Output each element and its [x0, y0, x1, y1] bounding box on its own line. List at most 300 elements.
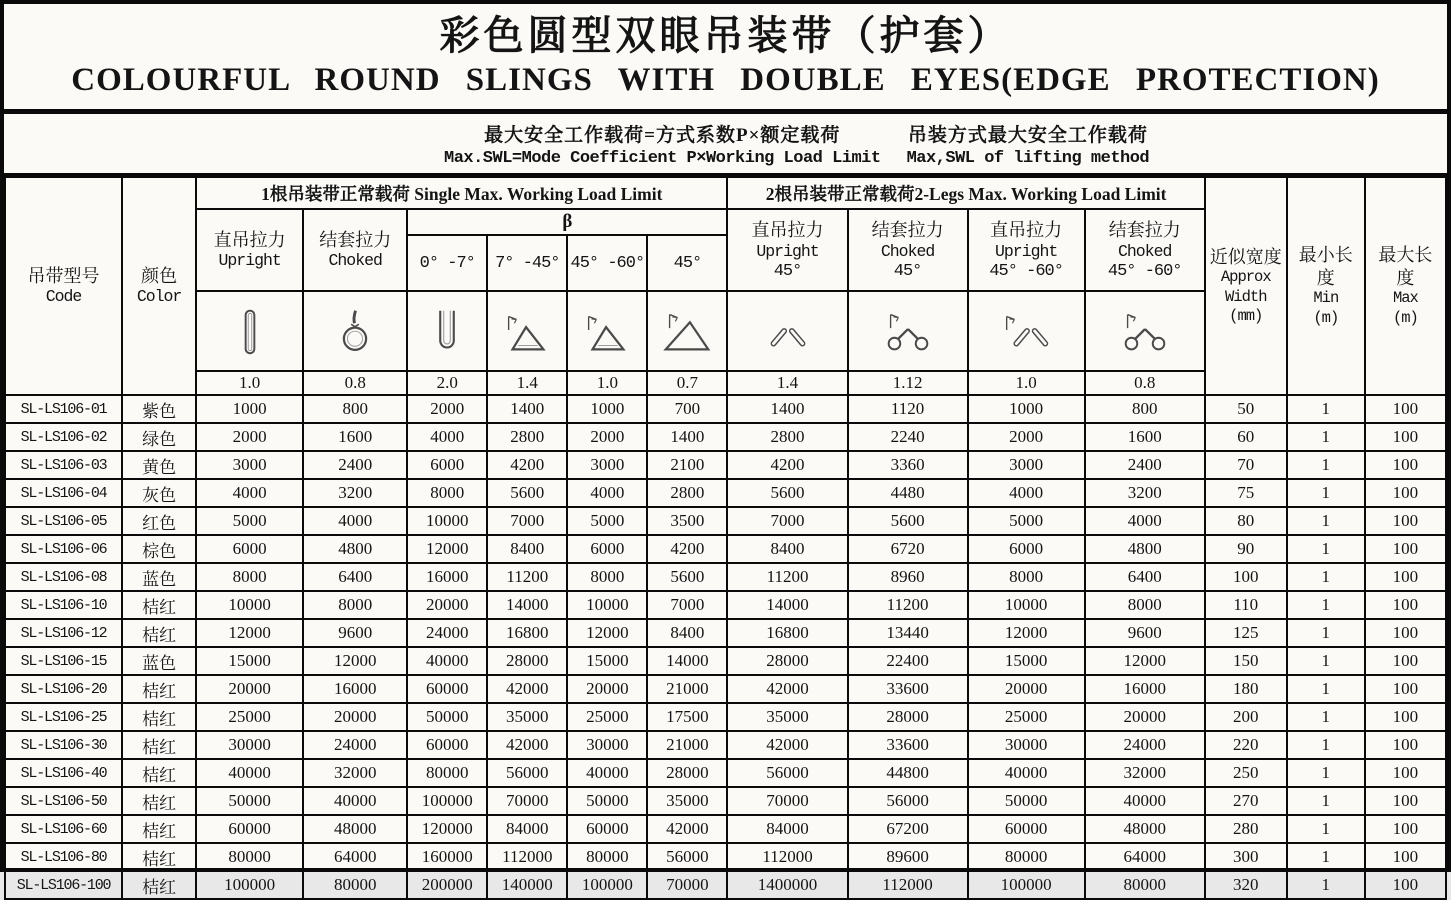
value-cell: 2800 — [727, 423, 847, 451]
value-cell: 100 — [1205, 563, 1287, 591]
code-cell: SL-LS106-40 — [5, 759, 122, 787]
value-cell: 21000 — [647, 675, 727, 703]
header-min-length-unit: (m) — [1313, 308, 1339, 327]
header-color — [122, 177, 196, 395]
value-cell: 220 — [1205, 731, 1287, 759]
value-cell: 4000 — [407, 423, 487, 451]
color-cell: 桔红 — [122, 759, 196, 787]
header-2legs-upright-45-angle: 45° — [773, 261, 802, 281]
table-row — [5, 675, 1446, 703]
table-row — [5, 507, 1446, 535]
value-cell: 30000 — [196, 731, 303, 759]
value-cell: 40000 — [407, 647, 487, 675]
value-cell: 60000 — [407, 731, 487, 759]
value-cell: 16800 — [487, 619, 567, 647]
header-2legs-choked-45-angle: 45° — [893, 261, 922, 281]
value-cell: 100 — [1365, 395, 1446, 423]
value-cell: 8000 — [303, 591, 407, 619]
value-cell: 13440 — [848, 619, 968, 647]
value-cell: 4480 — [848, 479, 968, 507]
value-cell: 1400 — [647, 423, 727, 451]
value-cell: 40000 — [1085, 787, 1205, 815]
value-cell: 8400 — [727, 535, 847, 563]
value-cell: 6000 — [407, 451, 487, 479]
value-cell: 4000 — [567, 479, 647, 507]
value-cell: 3500 — [647, 507, 727, 535]
coefficient-cell: 0.8 — [303, 371, 407, 395]
value-cell: 8400 — [487, 535, 567, 563]
value-cell: 100 — [1365, 871, 1446, 899]
value-cell: 1 — [1287, 563, 1365, 591]
coefficient-cell: 1.4 — [487, 371, 567, 395]
header-2legs-choked-45-60 — [1085, 209, 1205, 291]
value-cell: 10000 — [968, 591, 1085, 619]
value-cell: 80000 — [407, 759, 487, 787]
table-row — [5, 563, 1446, 591]
value-cell: 1 — [1287, 675, 1365, 703]
value-cell: 50000 — [407, 703, 487, 731]
color-cell: 蓝色 — [122, 563, 196, 591]
value-cell: 80000 — [1085, 871, 1205, 899]
value-cell: 35000 — [727, 703, 847, 731]
value-cell: 1 — [1287, 815, 1365, 843]
header-single-choked — [303, 209, 407, 291]
value-cell: 42000 — [487, 731, 567, 759]
value-cell: 1000 — [567, 395, 647, 423]
value-cell: 100000 — [567, 871, 647, 899]
value-cell: 8400 — [647, 619, 727, 647]
value-cell: 9600 — [1085, 619, 1205, 647]
color-cell: 红色 — [122, 507, 196, 535]
header-beta: β — [407, 209, 727, 235]
value-cell: 75 — [1205, 479, 1287, 507]
coefficient-cell: 1.0 — [968, 371, 1085, 395]
value-cell: 8000 — [968, 563, 1085, 591]
value-cell: 64000 — [1085, 843, 1205, 871]
value-cell: 1 — [1287, 731, 1365, 759]
value-cell: 1 — [1287, 787, 1365, 815]
value-cell: 100 — [1365, 731, 1446, 759]
value-cell: 3200 — [1085, 479, 1205, 507]
value-cell: 5000 — [567, 507, 647, 535]
header-color-en: Color — [136, 287, 182, 307]
value-cell: 100 — [1365, 843, 1446, 871]
table-row — [5, 787, 1446, 815]
color-cell: 桔红 — [122, 675, 196, 703]
value-cell: 70000 — [647, 871, 727, 899]
value-cell: 320 — [1205, 871, 1287, 899]
value-cell: 24000 — [303, 731, 407, 759]
header-2legs-upright-45-60-en: Upright — [994, 241, 1058, 261]
value-cell: 24000 — [407, 619, 487, 647]
value-cell: 42000 — [647, 815, 727, 843]
header-min-length-zh1: 最小长 — [1298, 245, 1353, 266]
value-cell: 56000 — [487, 759, 567, 787]
value-cell: 100 — [1365, 647, 1446, 675]
value-cell: 7000 — [487, 507, 567, 535]
value-cell: 1 — [1287, 535, 1365, 563]
value-cell: 50000 — [968, 787, 1085, 815]
value-cell: 5600 — [487, 479, 567, 507]
code-cell: SL-LS106-06 — [5, 535, 122, 563]
coefficient-cell: 2.0 — [407, 371, 487, 395]
value-cell: 100 — [1365, 591, 1446, 619]
code-cell: SL-LS106-80 — [5, 843, 122, 871]
value-cell: 4800 — [1085, 535, 1205, 563]
table-row — [5, 647, 1446, 675]
value-cell: 11200 — [848, 591, 968, 619]
value-cell: 10000 — [567, 591, 647, 619]
code-cell: SL-LS106-25 — [5, 703, 122, 731]
value-cell: 60000 — [407, 675, 487, 703]
value-cell: 1 — [1287, 703, 1365, 731]
value-cell: 50000 — [567, 787, 647, 815]
value-cell: 1400 — [727, 395, 847, 423]
value-cell: 8000 — [1085, 591, 1205, 619]
table-row — [5, 815, 1446, 843]
value-cell: 42000 — [727, 675, 847, 703]
value-cell: 1600 — [303, 423, 407, 451]
value-cell: 15000 — [567, 647, 647, 675]
header-approx-width — [1205, 177, 1287, 395]
table-row — [5, 843, 1446, 871]
value-cell: 1 — [1287, 479, 1365, 507]
value-cell: 3200 — [303, 479, 407, 507]
code-cell: SL-LS106-60 — [5, 815, 122, 843]
value-cell: 16000 — [303, 675, 407, 703]
value-cell: 12000 — [196, 619, 303, 647]
value-cell: 14000 — [727, 591, 847, 619]
header-single-choked-zh: 结套拉力 — [319, 229, 392, 250]
header-min-length-zh2: 度 — [1316, 267, 1335, 288]
value-cell: 3000 — [567, 451, 647, 479]
value-cell: 50 — [1205, 395, 1287, 423]
table-row — [5, 395, 1446, 423]
value-cell: 1400 — [487, 395, 567, 423]
value-cell: 100000 — [407, 787, 487, 815]
value-cell: 5000 — [196, 507, 303, 535]
value-cell: 25000 — [968, 703, 1085, 731]
color-cell: 紫色 — [122, 395, 196, 423]
color-cell: 桔红 — [122, 731, 196, 759]
value-cell: 110 — [1205, 591, 1287, 619]
value-cell: 100 — [1365, 451, 1446, 479]
value-cell: 28000 — [848, 703, 968, 731]
header-single-group: 1根吊装带正常载荷 Single Max. Working Load Limit — [196, 177, 727, 209]
value-cell: 10000 — [196, 591, 303, 619]
header-beta-angle-45-60: 45° -60° — [567, 235, 647, 291]
value-cell: 100 — [1365, 703, 1446, 731]
value-cell: 80000 — [303, 871, 407, 899]
value-cell: 2240 — [848, 423, 968, 451]
code-cell: SL-LS106-02 — [5, 423, 122, 451]
value-cell: 280 — [1205, 815, 1287, 843]
value-cell: 56000 — [647, 843, 727, 871]
formula-right-zh: 吊装方式最大安全工作载荷 — [907, 124, 1148, 146]
value-cell: 1000 — [968, 395, 1085, 423]
value-cell: 20000 — [968, 675, 1085, 703]
value-cell: 21000 — [647, 731, 727, 759]
header-2legs-choked-45-60-zh: 结套拉力 — [1108, 220, 1181, 241]
value-cell: 4000 — [303, 507, 407, 535]
value-cell: 40000 — [196, 759, 303, 787]
value-cell: 9600 — [303, 619, 407, 647]
value-cell: 48000 — [303, 815, 407, 843]
value-cell: 70 — [1205, 451, 1287, 479]
table-row — [5, 423, 1446, 451]
code-cell: SL-LS106-10 — [5, 591, 122, 619]
value-cell: 112000 — [727, 843, 847, 871]
value-cell: 1600 — [1085, 423, 1205, 451]
code-cell: SL-LS106-50 — [5, 787, 122, 815]
value-cell: 25000 — [196, 703, 303, 731]
value-cell: 11200 — [487, 563, 567, 591]
coefficient-cell: 1.0 — [196, 371, 303, 395]
table-row — [5, 871, 1446, 899]
value-cell: 60000 — [196, 815, 303, 843]
formula-left-zh: 最大安全工作载荷=方式系数P×额定载荷 — [484, 124, 841, 146]
value-cell: 2000 — [567, 423, 647, 451]
value-cell: 80000 — [567, 843, 647, 871]
value-cell: 250 — [1205, 759, 1287, 787]
value-cell: 12000 — [407, 535, 487, 563]
value-cell: 15000 — [968, 647, 1085, 675]
value-cell: 150 — [1205, 647, 1287, 675]
value-cell: 12000 — [303, 647, 407, 675]
value-cell: 33600 — [848, 675, 968, 703]
value-cell: 120000 — [407, 815, 487, 843]
value-cell: 67200 — [848, 815, 968, 843]
table-row — [5, 703, 1446, 731]
value-cell: 40000 — [968, 759, 1085, 787]
value-cell: 32000 — [1085, 759, 1205, 787]
value-cell: 12000 — [1085, 647, 1205, 675]
vertical-sling-icon — [196, 291, 303, 371]
header-single-upright — [196, 209, 303, 291]
value-cell: 4800 — [303, 535, 407, 563]
color-cell: 桔红 — [122, 619, 196, 647]
value-cell: 20000 — [196, 675, 303, 703]
value-cell: 5600 — [848, 507, 968, 535]
value-cell: 32000 — [303, 759, 407, 787]
value-cell: 1 — [1287, 451, 1365, 479]
value-cell: 16000 — [407, 563, 487, 591]
header-max-length — [1365, 177, 1446, 395]
formula-right — [907, 120, 1150, 168]
color-cell: 桔红 — [122, 871, 196, 899]
color-cell: 桔红 — [122, 815, 196, 843]
color-cell: 蓝色 — [122, 647, 196, 675]
value-cell: 100 — [1365, 787, 1446, 815]
header-approx-width-unit: (mm) — [1229, 306, 1263, 325]
value-cell: 1 — [1287, 395, 1365, 423]
value-cell: 800 — [303, 395, 407, 423]
value-cell: 6000 — [196, 535, 303, 563]
header-beta-angle-0-7: 0° -7° — [407, 235, 487, 291]
value-cell: 22400 — [848, 647, 968, 675]
value-cell: 6400 — [1085, 563, 1205, 591]
value-cell: 112000 — [487, 843, 567, 871]
value-cell: 6000 — [567, 535, 647, 563]
value-cell: 2000 — [968, 423, 1085, 451]
value-cell: 33600 — [848, 731, 968, 759]
value-cell: 5600 — [647, 563, 727, 591]
value-cell: 40000 — [303, 787, 407, 815]
value-cell: 60000 — [968, 815, 1085, 843]
coefficient-cell: 1.12 — [848, 371, 968, 395]
value-cell: 100 — [1365, 815, 1446, 843]
value-cell: 180 — [1205, 675, 1287, 703]
value-cell: 2800 — [487, 423, 567, 451]
value-cell: 11200 — [727, 563, 847, 591]
value-cell: 28000 — [647, 759, 727, 787]
code-cell: SL-LS106-04 — [5, 479, 122, 507]
value-cell: 48000 — [1085, 815, 1205, 843]
value-cell: 70000 — [727, 787, 847, 815]
value-cell: 2000 — [407, 395, 487, 423]
code-cell: SL-LS106-30 — [5, 731, 122, 759]
two-leg-upright-45-60-icon — [968, 291, 1085, 371]
value-cell: 200 — [1205, 703, 1287, 731]
header-2legs-group: 2根吊装带正常载荷2-Legs Max. Working Load Limit — [727, 177, 1204, 209]
code-cell: SL-LS106-03 — [5, 451, 122, 479]
table-row — [5, 591, 1446, 619]
table-row — [5, 451, 1446, 479]
header-code-zh: 吊带型号 — [27, 265, 100, 286]
value-cell: 50000 — [196, 787, 303, 815]
value-cell: 6400 — [303, 563, 407, 591]
header-max-length-unit: (m) — [1392, 308, 1418, 327]
value-cell: 2100 — [647, 451, 727, 479]
header-approx-width-en2: Width — [1225, 287, 1267, 306]
header-max-length-zh1: 最大长 — [1378, 245, 1433, 266]
code-cell: SL-LS106-05 — [5, 507, 122, 535]
header-max-length-zh2: 度 — [1396, 267, 1415, 288]
value-cell: 6720 — [848, 535, 968, 563]
value-cell: 4000 — [196, 479, 303, 507]
header-2legs-upright-45-60-angle: 45° -60° — [989, 261, 1063, 281]
two-leg-choked-45-60-icon — [1085, 291, 1205, 371]
value-cell: 80000 — [968, 843, 1085, 871]
header-single-upright-en: Upright — [218, 251, 281, 271]
color-cell: 棕色 — [122, 535, 196, 563]
value-cell: 3000 — [196, 451, 303, 479]
value-cell: 12000 — [567, 619, 647, 647]
value-cell: 1400000 — [727, 871, 847, 899]
angled-basket-45-60-icon — [567, 291, 647, 371]
value-cell: 84000 — [487, 815, 567, 843]
value-cell: 8000 — [407, 479, 487, 507]
value-cell: 7000 — [727, 507, 847, 535]
angled-basket-7-45-icon — [487, 291, 567, 371]
header-2legs-upright-45-60-zh: 直吊拉力 — [990, 220, 1063, 241]
value-cell: 64000 — [303, 843, 407, 871]
value-cell: 4000 — [1085, 507, 1205, 535]
value-cell: 100 — [1365, 759, 1446, 787]
code-cell: SL-LS106-20 — [5, 675, 122, 703]
value-cell: 4200 — [647, 535, 727, 563]
value-cell: 60 — [1205, 423, 1287, 451]
basket-sling-icon — [407, 291, 487, 371]
value-cell: 1000 — [196, 395, 303, 423]
table-body — [5, 395, 1446, 899]
table-row — [5, 535, 1446, 563]
coefficient-cell: 0.7 — [647, 371, 727, 395]
page-title-zh: 彩色圆型双眼吊装带（护套） — [439, 12, 1012, 58]
value-cell: 12000 — [968, 619, 1085, 647]
value-cell: 80000 — [196, 843, 303, 871]
value-cell: 20000 — [1085, 703, 1205, 731]
basket-45-icon — [647, 291, 727, 371]
color-cell: 桔红 — [122, 591, 196, 619]
value-cell: 42000 — [487, 675, 567, 703]
value-cell: 35000 — [487, 703, 567, 731]
value-cell: 100 — [1365, 423, 1446, 451]
header-single-choked-en: Choked — [328, 251, 382, 271]
header-min-length-en: Min — [1313, 289, 1339, 308]
value-cell: 6000 — [968, 535, 1085, 563]
header-2legs-upright-45-zh: 直吊拉力 — [751, 220, 824, 241]
value-cell: 7000 — [647, 591, 727, 619]
value-cell: 1 — [1287, 871, 1365, 899]
value-cell: 2400 — [303, 451, 407, 479]
value-cell: 112000 — [848, 871, 968, 899]
value-cell: 30000 — [968, 731, 1085, 759]
value-cell: 14000 — [647, 647, 727, 675]
page-title-en: COLOURFUL ROUND SLINGS WITH DOUBLE EYES(EDGE PROTECTION) — [71, 61, 1380, 98]
value-cell: 100000 — [196, 871, 303, 899]
value-cell: 25000 — [567, 703, 647, 731]
value-cell: 1 — [1287, 619, 1365, 647]
value-cell: 14000 — [487, 591, 567, 619]
value-cell: 1 — [1287, 591, 1365, 619]
value-cell: 70000 — [487, 787, 567, 815]
formula-section — [4, 114, 1447, 176]
value-cell: 80 — [1205, 507, 1287, 535]
value-cell: 2400 — [1085, 451, 1205, 479]
value-cell: 2000 — [196, 423, 303, 451]
formula-left — [444, 120, 881, 168]
code-cell: SL-LS106-12 — [5, 619, 122, 647]
table-row — [5, 479, 1446, 507]
header-max-length-en: Max — [1392, 289, 1418, 308]
code-cell: SL-LS106-08 — [5, 563, 122, 591]
value-cell: 100 — [1365, 507, 1446, 535]
value-cell: 1 — [1287, 759, 1365, 787]
value-cell: 3000 — [968, 451, 1085, 479]
value-cell: 5600 — [727, 479, 847, 507]
choked-sling-icon — [303, 291, 407, 371]
coefficient-cell: 0.8 — [1085, 371, 1205, 395]
coefficient-cell: 1.0 — [567, 371, 647, 395]
header-2legs-choked-45-60-en: Choked — [1117, 241, 1172, 261]
code-cell: SL-LS106-01 — [5, 395, 122, 423]
value-cell: 84000 — [727, 815, 847, 843]
title-section — [4, 4, 1447, 114]
value-cell: 60000 — [567, 815, 647, 843]
value-cell: 125 — [1205, 619, 1287, 647]
value-cell: 56000 — [848, 787, 968, 815]
value-cell: 1 — [1287, 507, 1365, 535]
value-cell: 700 — [647, 395, 727, 423]
formula-left-en: Max.SWL=Mode Coefficient P×Working Load Limit — [444, 148, 881, 168]
value-cell: 4200 — [487, 451, 567, 479]
value-cell: 17500 — [647, 703, 727, 731]
value-cell: 800 — [1085, 395, 1205, 423]
value-cell: 5000 — [968, 507, 1085, 535]
header-beta-angle-7-45: 7° -45° — [487, 235, 567, 291]
value-cell: 3360 — [848, 451, 968, 479]
